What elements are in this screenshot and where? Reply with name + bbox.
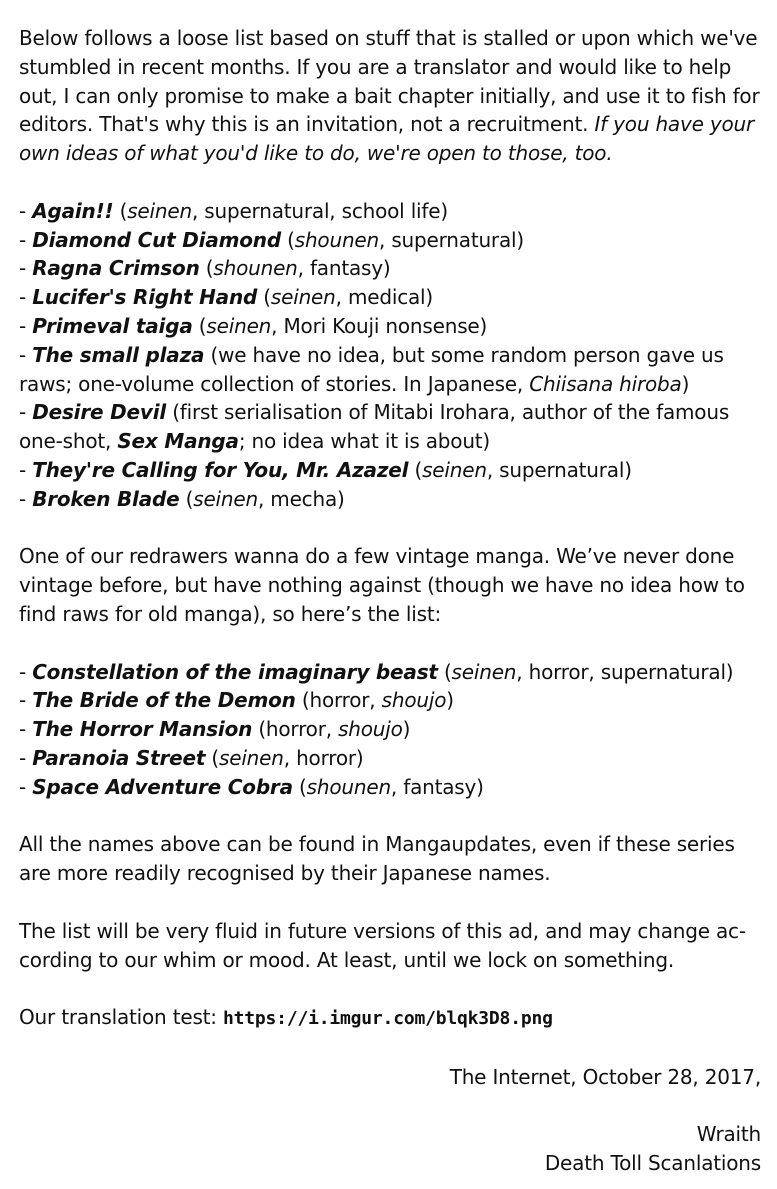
list-item: - Ragna Crimson (shounen, fantasy) — [19, 256, 391, 281]
list-item: - The small plaza (we have no idea, but some random person gave us raws; one-volume collection of stories. In Japanese, Chiisana hiroba) — [19, 342, 724, 396]
fluid-list-paragraph: The list will be very fluid in future versions of this ad, and may change ac-cording to our whim or mood. At least, until we lock on something. — [19, 918, 746, 972]
signature-group: Death Toll Scanlations — [544, 1151, 761, 1176]
intro-text: Below follows a loose list based on stuff that is stalled or upon which we've stumbled in recent months. If you are a translator and would like to help out, I can only promise to make a bait chapter initially, and use it to fish for editors. That's why this is an invitation, not a recruitment. — [19, 26, 760, 137]
intro-italic-text: If you have your own ideas of what you'd like to do, we're open to those, too. — [19, 112, 755, 166]
spacer — [19, 629, 761, 658]
list-item: - The Horror Mansion (horror, shoujo) — [19, 717, 411, 742]
spacer — [19, 1034, 761, 1063]
signature-name: Wraith — [696, 1122, 761, 1147]
signature-date: The Internet, October 28, 2017, — [449, 1064, 761, 1089]
translation-test-label: Our translation test: — [19, 1005, 223, 1030]
translation-test-link[interactable]: https://i.imgur.com/blqk3D8.png — [223, 1008, 553, 1030]
spacer — [19, 888, 761, 917]
spacer — [19, 514, 761, 543]
list-item: - Primeval taiga (seinen, Mori Kouji nonsense) — [19, 313, 488, 338]
spacer — [19, 802, 761, 831]
vintage-paragraph: One of our redrawers wanna do a few vintage manga. We’ve never done vintage before, but have nothing against (though we have no idea how to find raws for old manga), so here’s the list: — [19, 544, 745, 626]
list-item: - Desire Devil (first serialisation of Mitabi Irohara, author of the famous one-shot, Sex Manga; no idea what it is about) — [19, 400, 730, 454]
spacer — [19, 974, 761, 1003]
list-item: - Lucifer's Right Hand (seinen, medical) — [19, 285, 434, 310]
mangaupdates-paragraph: All the names above can be found in Mangaupdates, even if these series are more readily recognised by their Japanese names. — [19, 832, 735, 886]
document-page — [19, 24, 761, 1178]
list-item: - Diamond Cut Diamond (shounen, supernatural) — [19, 227, 524, 252]
list-item: - Paranoia Street (seinen, horror) — [19, 745, 364, 770]
list-item: - The Bride of the Demon (horror, shoujo) — [19, 688, 454, 713]
list-item: - Space Adventure Cobra (shounen, fantasy) — [19, 774, 484, 799]
list-item: - Constellation of the imaginary beast (seinen, horror, supernatural) — [19, 659, 734, 684]
spacer — [19, 1091, 761, 1120]
translation-test-line — [19, 1003, 761, 1034]
list-item: - Broken Blade (seinen, mecha) — [19, 486, 345, 511]
list-item: - They're Calling for You, Mr. Azazel (seinen, supernatural) — [19, 457, 632, 482]
vintage-series-list — [19, 658, 761, 802]
list-item: - Again!! (seinen, supernatural, school life) — [19, 198, 448, 223]
intro-paragraph — [19, 24, 761, 168]
series-list — [19, 197, 761, 514]
spacer — [19, 168, 761, 197]
